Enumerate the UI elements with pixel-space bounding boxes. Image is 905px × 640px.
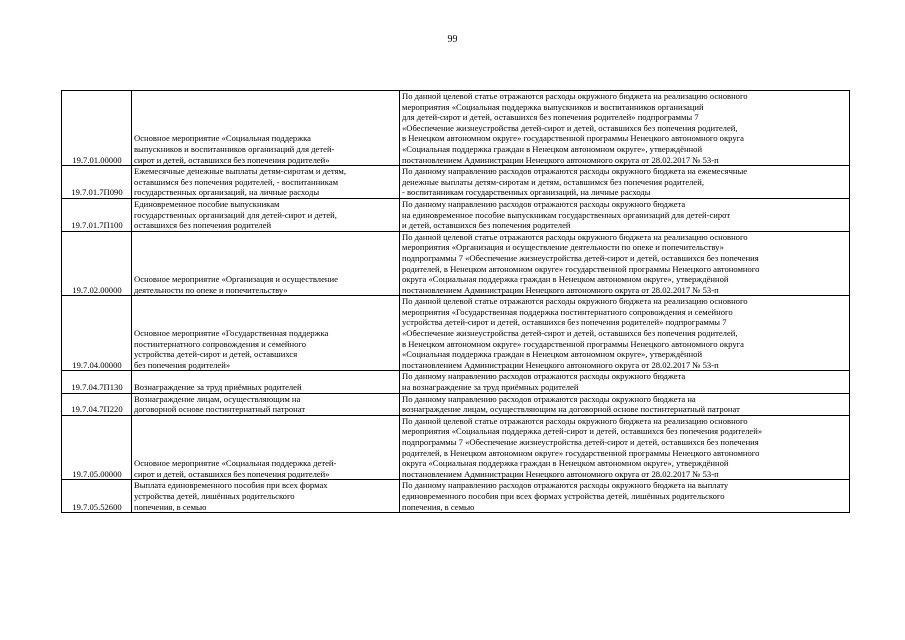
row-name: Основное мероприятие «Государственная поддержка постинтернатного сопровождения и семейного устройства детей-сирот и детей, оставшихся без попечения родителей» [132,296,400,371]
row-code: 19.7.05.00000 [62,415,132,480]
table-row [62,166,850,199]
table-row [62,198,850,231]
row-code: 19.7.05.52600 [62,480,132,513]
row-name: Вознаграждение лицам, осуществляющим на договорной основе постинтернатный патронат [132,393,400,415]
row-name: Основное мероприятие «Организация и осуществление деятельности по опеке и попечительству» [132,231,400,296]
table-row [62,480,850,513]
table-row [62,415,850,480]
row-description: По данной целевой статье отражаются расходы окружного бюджета на реализацию основного мероприятия «Государственная поддержка постинтернатного сопровождения и семейного устройства детей-сирот и детей, оставшихся без попечения родителей» подпрограммы 7 «Обеспечение жизнеустройства детей-сирот и детей, оставшихся без попечения родителей, в Ненецком автономном округе» государственной программы Ненецкого автономного округа «Социальная поддержка граждан в Ненецком автономном округе», утверждённой постановлением Администрации Ненецкого автономного округа от 28.02.2017 № 53-п [400,296,850,371]
table-row [62,91,850,166]
page-number: 99 [447,34,458,45]
table-row [62,371,850,393]
row-description: По данному направлению расходов отражаются расходы окружного бюджета на выплату единовременного пособия при всех формах устройства детей, лишённых родительского попечения, в семью [400,480,850,513]
row-description: По данной целевой статье отражаются расходы окружного бюджета на реализацию основного мероприятия «Организация и осуществление деятельности по опеке и попечительству» подпрограммы 7 «Обеспечение жизнеустройства детей-сирот и детей, оставшихся без попечения родителей, в Ненецком автономном округе» государственной программы Ненецкого автономного округа «Социальная поддержка граждан в Ненецком автономном округе», утверждённой постановлением Администрации Ненецкого автономного округа от 28.02.2017 № 53-п [400,231,850,296]
row-name: Ежемесячные денежные выплаты детям-сиротам и детям, оставшимся без попечения родителей, - воспитанникам государственных организаций, на личные расходы [132,166,400,199]
row-code: 19.7.04.7П130 [62,371,132,393]
table-row [62,231,850,296]
row-description: По данному направлению расходов отражаются расходы окружного бюджета на вознаграждение лицам, осуществляющим на договорной основе постинтернатный патронат [400,393,850,415]
row-description: По данному направлению расходов отражаются расходы окружного бюджета на вознаграждение за труд приёмных родителей [400,371,850,393]
row-code: 19.7.01.7П090 [62,166,132,199]
row-code: 19.7.04.00000 [62,296,132,371]
row-name: Основное мероприятие «Социальная поддержка детей- сирот и детей, оставшихся без попечения родителей» [132,415,400,480]
row-code: 19.7.04.7П220 [62,393,132,415]
budget-classification-table [61,90,850,513]
row-name: Единовременное пособие выпускникам государственных организаций для детей-сирот и детей, оставшихся без попечения родителей [132,198,400,231]
row-name: Основное мероприятие «Социальная поддержка выпускников и воспитанников организаций для детей- сирот и детей, оставшихся без попечения родителей» [132,91,400,166]
row-code: 19.7.01.7П100 [62,198,132,231]
row-description: По данному направлению расходов отражаются расходы окружного бюджета на ежемесячные денежные выплаты детям-сиротам и детям, оставшимся без попечения родителей, - воспитанникам государственных организаций, на личные расходы [400,166,850,199]
row-code: 19.7.01.00000 [62,91,132,166]
table-row [62,296,850,371]
table-row [62,393,850,415]
row-description: По данной целевой статье отражаются расходы окружного бюджета на реализацию основного мероприятия «Социальная поддержка детей-сирот и детей, оставшихся без попечения родителей» подпрограммы 7 «Обеспечение жизнеустройства детей-сирот и детей, оставшихся без попечения родителей, в Ненецком автономном округе» государственной программы Ненецкого автономного округа «Социальная поддержка граждан в Ненецком автономном округе», утверждённой постановлением Администрации Ненецкого автономного округа от 28.02.2017 № 53-п [400,415,850,480]
row-code: 19.7.02.00000 [62,231,132,296]
row-name: Вознаграждение за труд приёмных родителей [132,371,400,393]
row-name: Выплата единовременного пособия при всех формах устройства детей, лишённых родительского попечения, в семью [132,480,400,513]
row-description: По данной целевой статье отражаются расходы окружного бюджета на реализацию основного мероприятия «Социальная поддержка выпускников и воспитанников организаций для детей-сирот и детей, оставшихся без попечения родителей» подпрограммы 7 «Обеспечение жизнеустройства детей-сирот и детей, оставшихся без попечения родителей, в Ненецком автономном округе» государственной программы Ненецкого автономного округа «Социальная поддержка граждан в Ненецком автономном округе», утверждённой постановлением Администрации Ненецкого автономного округа от 28.02.2017 № 53-п [400,91,850,166]
row-description: По данному направлению расходов отражаются расходы окружного бюджета на единовременное пособие выпускникам государственных организаций для детей-сирот и детей, оставшихся без попечения родителей [400,198,850,231]
